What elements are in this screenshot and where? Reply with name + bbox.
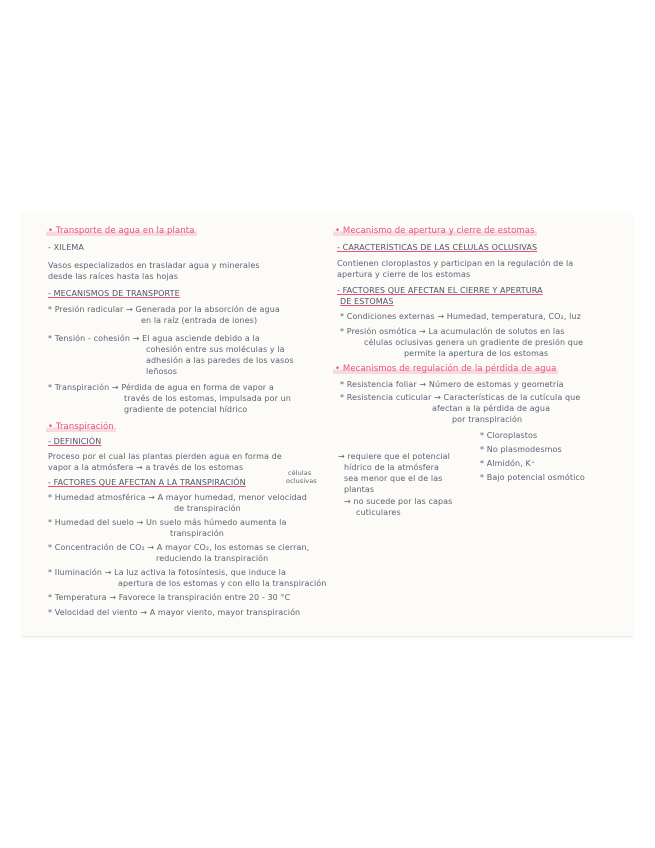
resistencia-foliar: * Resistencia foliar → Número de estomas y geometría [340,380,564,389]
note-arrow-line: → no sucede por las capas [344,497,453,506]
resistencia-cuticular-line: * Resistencia cuticular → Características de la cutícula que [340,393,581,402]
definicion-heading: - DEFINICIÓN [48,437,102,446]
definicion-text-line: Proceso por el cual las plantas pierden agua en forma de [48,452,282,461]
celulas-oclusivas-note: oclusivas [286,477,317,485]
factores-estomas-heading: - FACTORES QUE AFECTAN EL CIERRE Y APERTURA [337,286,543,295]
factor-humedad-atmosferica: * Humedad atmosférica → A mayor humedad, menor velocidad [48,493,307,502]
xilema-text-line: desde las raíces hasta las hojas [48,272,179,281]
transpiracion-item-line: gradiente de potencial hídrico [124,405,248,414]
tension-cohesion-line: adhesión a las paredes de los vasos [146,356,294,365]
xilema-heading: - XILEMA [48,243,84,252]
tension-cohesion-line: leñosos [146,367,178,376]
tension-cohesion-line: * Tensión - cohesión → El agua asciende debido a la [48,334,260,343]
factor-humedad-suelo: transpiración [170,529,224,538]
presion-osmotica-line: permite la apertura de los estomas [404,349,549,358]
resistencia-cuticular-line: afectan a la pérdida de agua [432,404,551,413]
factor-iluminacion: apertura de los estomas y con ello la transpiración [118,579,327,588]
section-title-transporte: • Transporte de agua en la planta [48,226,195,236]
transpiracion-item-line: * Transpiración → Pérdida de agua en forma de vapor a [48,383,274,392]
note-arrow-line: cuticulares [356,508,401,517]
note-arrow-line: sea menor que el de las [344,474,443,483]
transpiracion-item-line: través de los estomas, impulsada por un [124,394,291,403]
presion-osmotica-line: * Presión osmótica → La acumulación de solutos en las [340,327,565,336]
caracteristicas-text-line: apertura y cierre de los estomas [337,270,471,279]
oclusivas-list-item: * No plasmodesmos [480,445,562,454]
presion-osmotica-line: células oclusivas genera un gradiente de presión que [364,338,584,347]
note-arrow-line: hídrico de la atmósfera [344,463,440,472]
xilema-text-line: Vasos especializados en trasladar agua y minerales [48,261,260,270]
oclusivas-list-item: * Almidón, K⁺ [480,459,536,468]
celulas-oclusivas-note: células [288,469,312,477]
presion-radicular-line: en la raíz (entrada de iones) [141,316,258,325]
factores-transpiracion-heading: - FACTORES QUE AFECTAN A LA TRANSPIRACIÓN [48,478,246,487]
factor-temperatura: * Temperatura → Favorece la transpiración entre 20 - 30 °C [48,593,291,602]
section-title-regulacion: • Mecanismos de regulación de la pérdida de agua [335,364,557,374]
factor-viento: * Velocidad del viento → A mayor viento, mayor transpiración [48,608,301,617]
tension-cohesion-line: cohesión entre sus moléculas y la [146,345,285,354]
note-arrow-line: → requiere que el potencial [338,452,451,461]
presion-radicular-line: * Presión radicular → Generada por la absorción de agua [48,305,280,314]
caracteristicas-text-line: Contienen cloroplastos y participan en la regulación de la [337,259,574,268]
caracteristicas-heading: - CARACTERÍSTICAS DE LAS CÉLULAS OCLUSIVAS [337,243,538,252]
section-title-transpiracion: • Transpiración [48,422,114,432]
factor-humedad-suelo: * Humedad del suelo → Un suelo más húmedo aumenta la [48,518,287,527]
factor-iluminacion: * Iluminación → La luz activa la fotosíntesis, que induce la [48,568,286,577]
mecanismos-transporte-heading: - MECANISMOS DE TRANSPORTE [48,289,180,298]
note-arrow-line: plantas [344,485,375,494]
factor-humedad-atmosferica: de transpiración [174,504,241,513]
resistencia-cuticular-line: por transpiración [452,415,523,424]
definicion-text-line: vapor a la atmósfera → a través de los estomas [48,463,244,472]
section-title-estomas: • Mecanismo de apertura y cierre de estomas [335,226,535,236]
oclusivas-list-item: * Cloroplastos [480,431,538,440]
factor-co2: * Concentración de CO₂ → A mayor CO₂, los estomas se cierran, [48,543,310,552]
condiciones-externas: * Condiciones externas → Humedad, temperatura, CO₂, luz [340,312,581,321]
oclusivas-list-item: * Bajo potencial osmótico [480,473,585,482]
factor-co2: reduciendo la transpiración [156,554,269,563]
factores-estomas-heading: DE ESTOMAS [340,297,394,306]
